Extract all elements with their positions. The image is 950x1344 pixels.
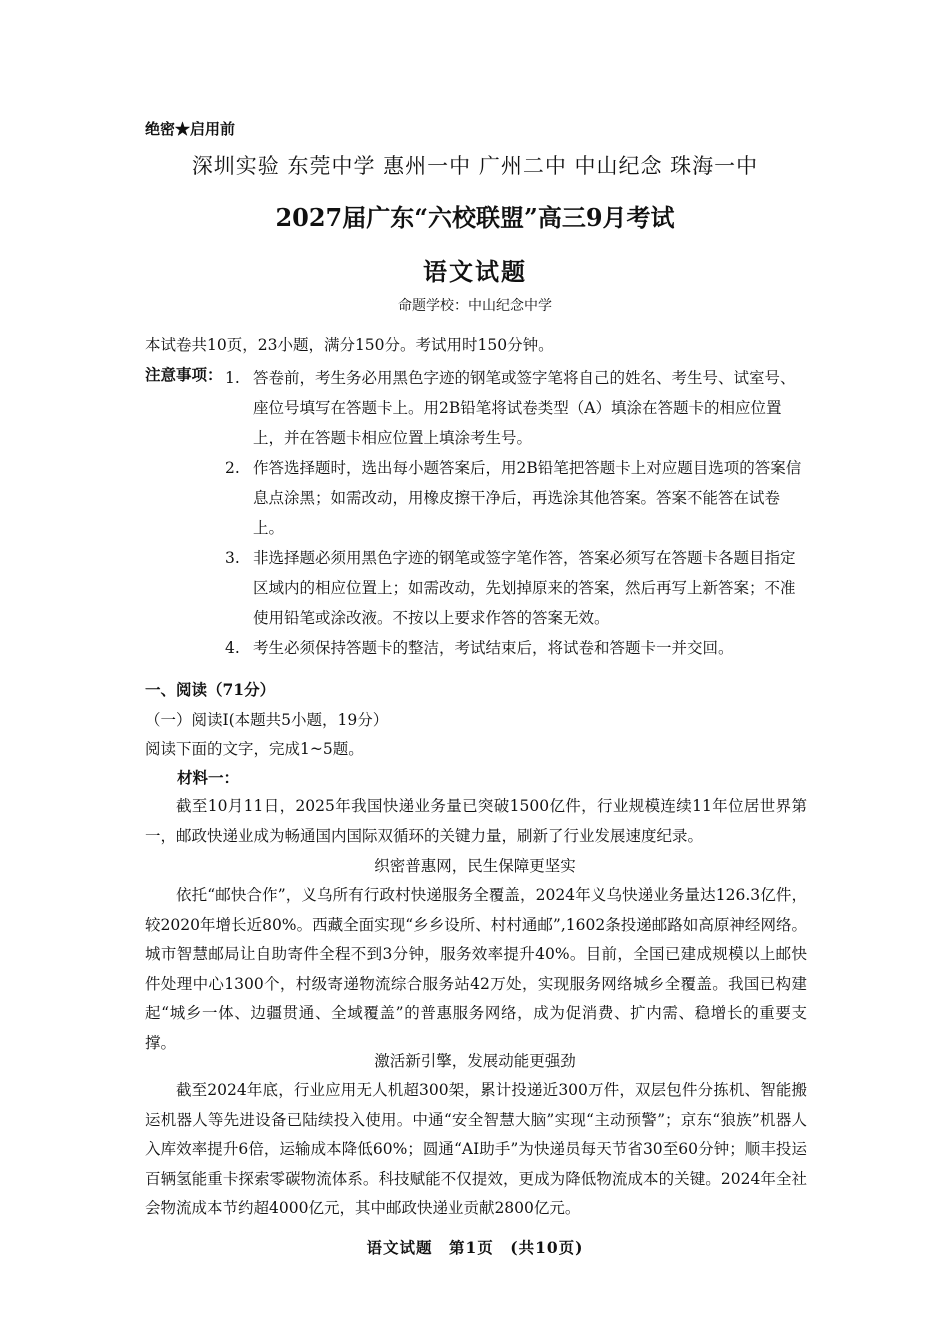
subject-title: 语文试题 — [423, 257, 527, 286]
paragraph: 截至10月11日，2025年我国快递业务量已突破1500亿件，行业规模连续11年位居世界第一，邮政快递业成为畅通国内国际双循环的关键力量，刷新了行业发展速度纪录。 — [145, 797, 807, 845]
note-item — [225, 633, 807, 663]
note-text: 考生必须保持答题卡的整洁，考试结束后，将试卷和答题卡一并交回。 — [253, 639, 734, 657]
page-footer: 语文试题 第1页 (共10页) — [366, 1238, 584, 1257]
subheading: 激活新引擎，发展动能更强劲 — [374, 1052, 576, 1070]
note-text: 作答选择题时，选出每小题答案后，用2B铅笔把答题卡上对应题目选项的答案信息点涂黑；如需改动，用橡皮擦干净后，再选涂其他答案。答案不能答在试卷上。 — [253, 459, 802, 537]
notes-label: 注意事项： — [145, 365, 223, 384]
exam-summary: 本试卷共10页，23小题，满分150分。考试用时150分钟。 — [145, 336, 554, 354]
note-item — [225, 543, 807, 633]
section-subtitle: （一）阅读Ⅰ(本题共5小题，19分） — [145, 711, 389, 729]
note-item — [225, 453, 807, 543]
section-instruction: 阅读下面的文字，完成1~5题。 — [145, 740, 364, 758]
question-maker: 命题学校：中山纪念中学 — [398, 298, 552, 314]
notes-list — [225, 363, 807, 663]
paragraph: 截至2024年底，行业应用无人机超300架，累计投递近300万件，双层包件分拣机、智能搬运机器人等先进设备已陆续投入使用。中通“安全智慧大脑”实现“主动预警”；京东“狼族”机器人入库效率提升6倍，运输成本降低60%；圆通“AI助手”为快递员每天节省30至60分钟；顺丰投运百辆氢能重卡探索零碳物流体系。科技赋能不仅提效，更成为降低物流成本的关键。2024年全社会物流成本节约超4000亿元，其中邮政快递业贡献2800亿元。 — [145, 1081, 807, 1217]
note-item — [225, 363, 807, 453]
note-number: 4. — [225, 639, 240, 657]
subheading: 织密普惠网，民生保障更坚实 — [374, 857, 576, 875]
exam-title: 2027届广东“六校联盟”高三9月考试 — [275, 203, 675, 232]
note-text: 答卷前，考生务必用黑色字迹的钢笔或签字笔将自己的姓名、考生号、试室号、座位号填写在答题卡上。用2B铅笔将试卷类型（A）填涂在答题卡的相应位置上，并在答题卡相应位置上填涂考生号。 — [253, 369, 796, 447]
paragraph: 依托“邮快合作”，义乌所有行政村快递服务全覆盖，2024年义乌快递业务量达126.3亿件，较2020年增长近80%。西藏全面实现“乡乡设所、村村通邮”,1602条投递邮路如高原神经网络。城市智慧邮局让自助寄件全程不到3分钟，服务效率提升40%。目前，全国已建成规模以上邮快件处理中心1300个，村级寄递物流综合服务站42万处，实现服务网络城乡全覆盖。我国已构建起“城乡一体、边疆贯通、全域覆盖”的普惠服务网络，成为促消费、扩内需、稳增长的重要支撑。 — [145, 886, 807, 1052]
note-number: 1. — [225, 369, 240, 387]
note-text: 非选择题必须用黑色字迹的钢笔或签字笔作答，答案必须写在答题卡各题目指定区域内的相应位置上；如需改动，先划掉原来的答案，然后再写上新答案；不准使用铅笔或涂改液。不按以上要求作答的答案无效。 — [253, 549, 796, 627]
material-label: 材料一： — [177, 768, 240, 787]
section-title: 一、阅读（71分） — [145, 680, 276, 699]
school-list: 深圳实验 东莞中学 惠州一中 广州二中 中山纪念 珠海一中 — [191, 154, 759, 178]
note-number: 2. — [225, 459, 240, 477]
note-number: 3. — [225, 549, 240, 567]
secret-mark: 绝密★启用前 — [145, 120, 236, 138]
